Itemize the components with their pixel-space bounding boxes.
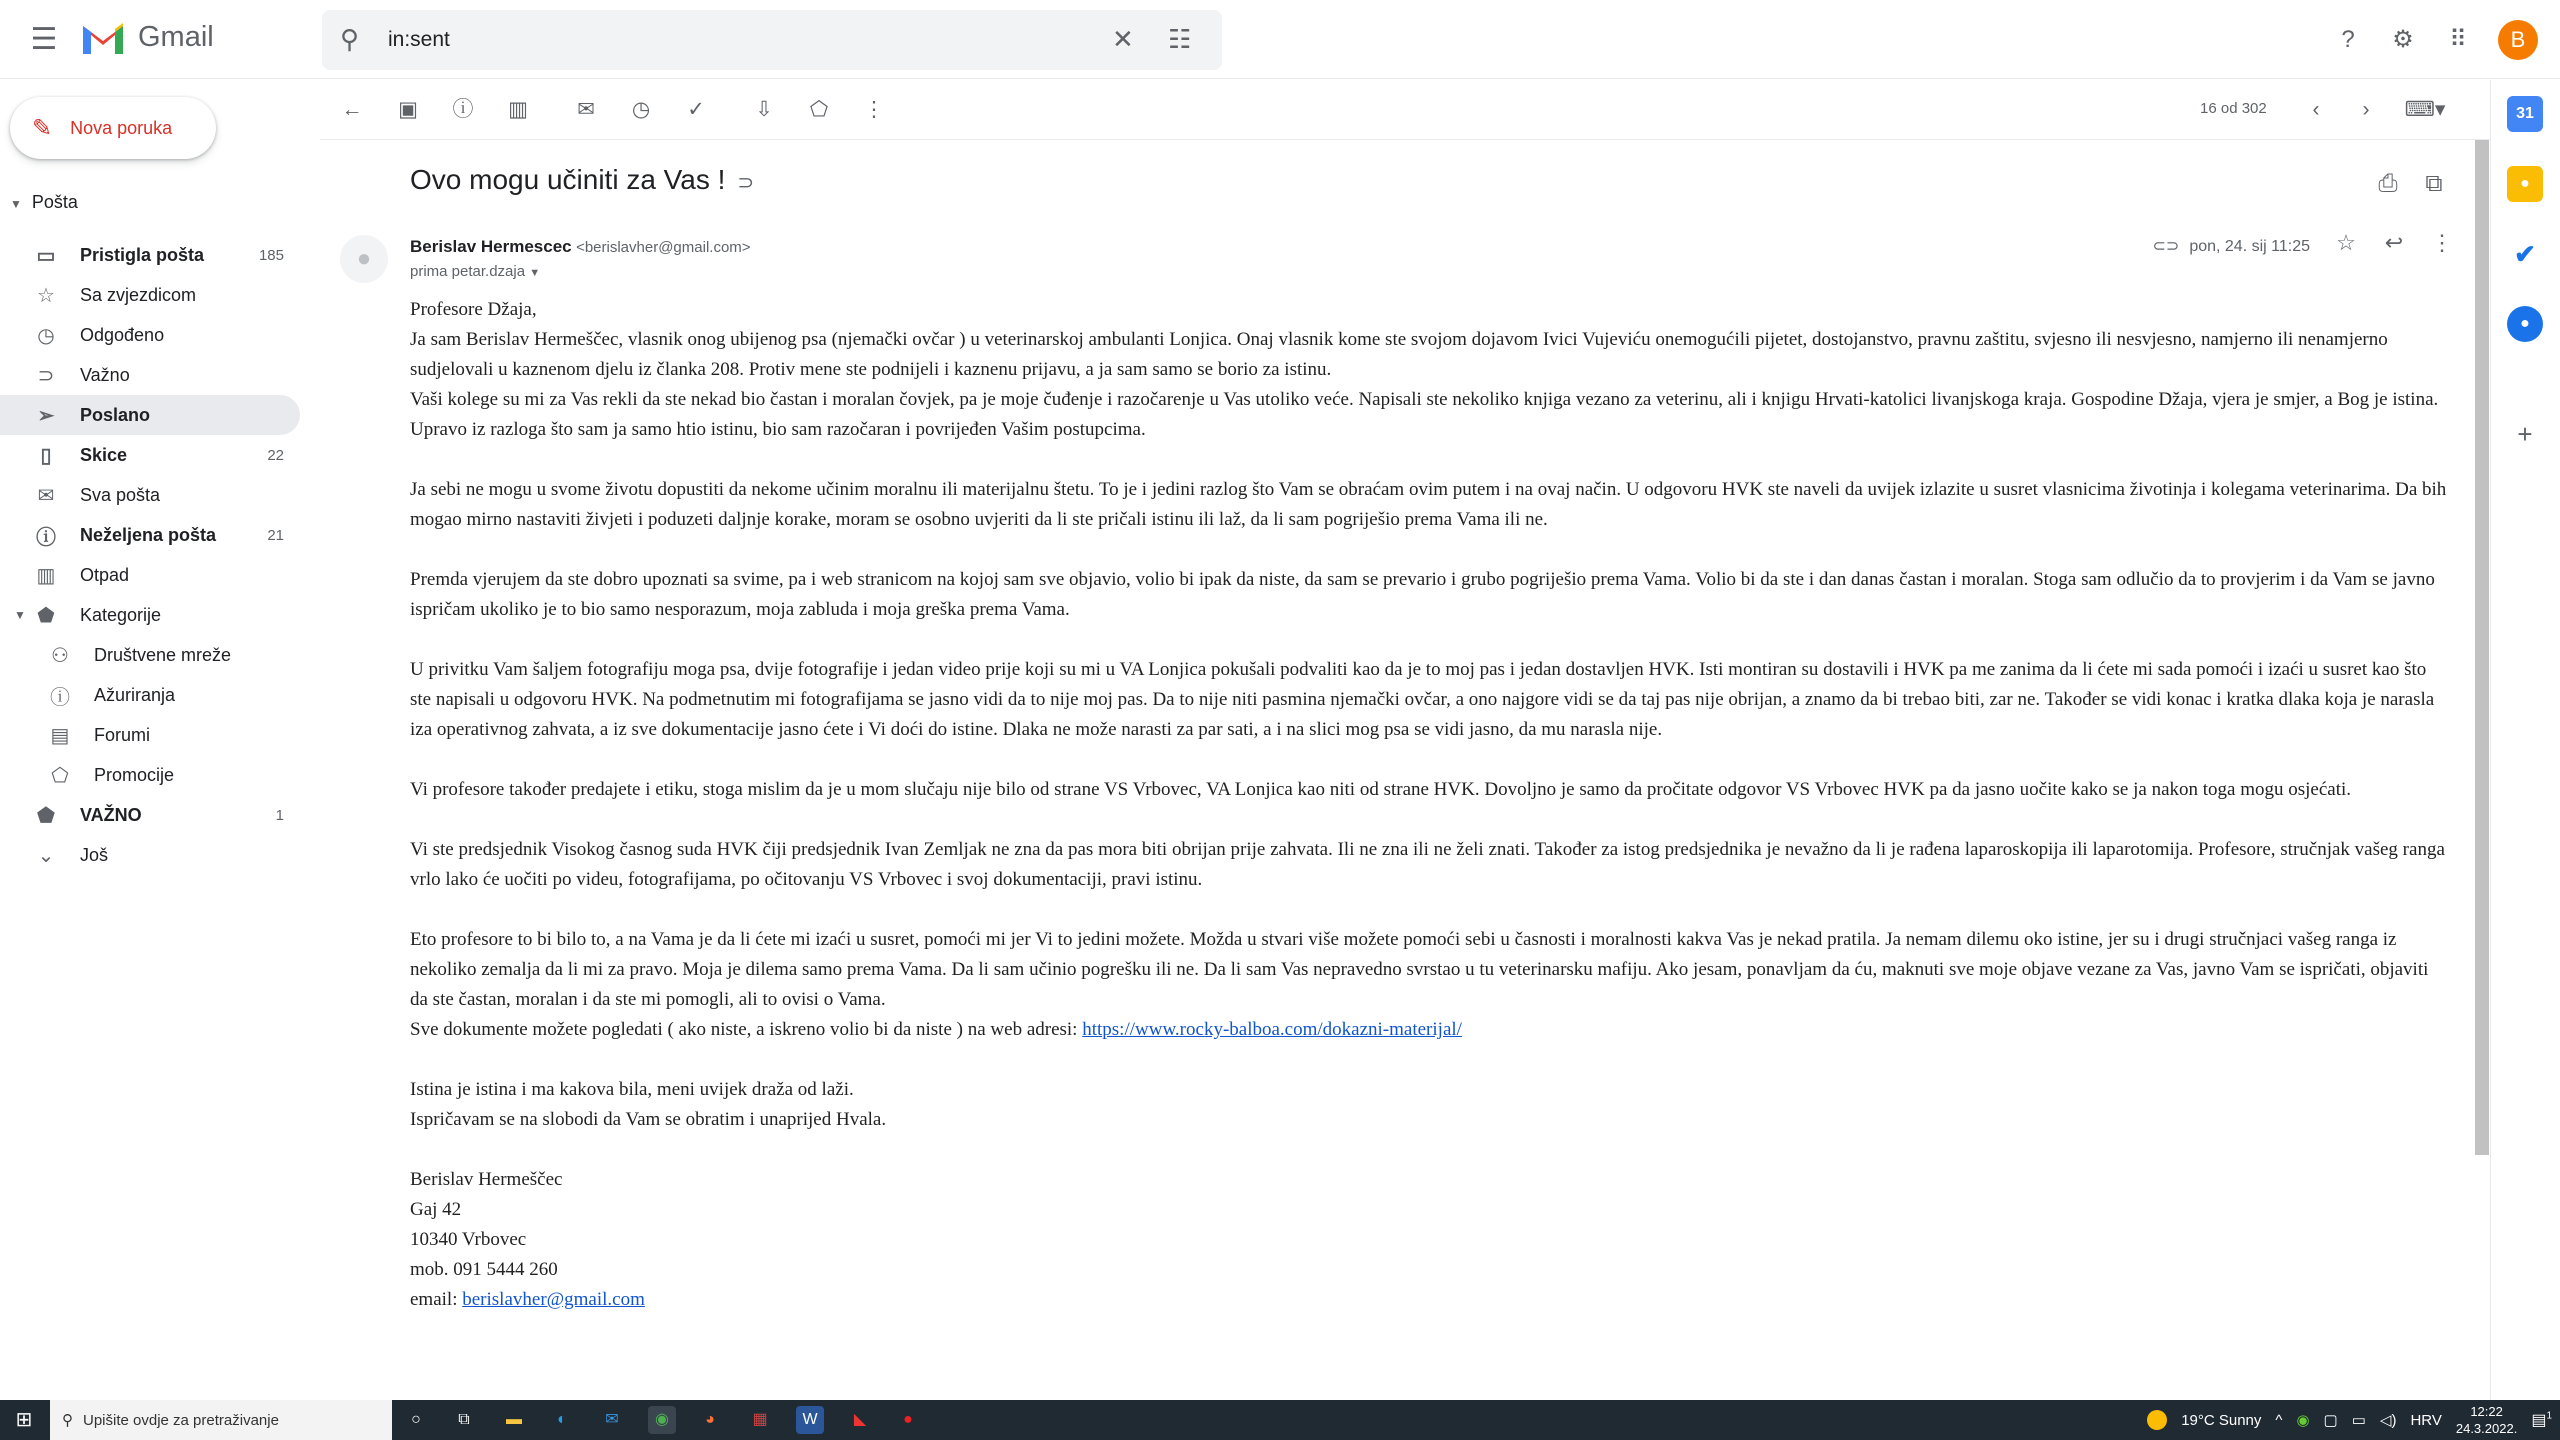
recipient[interactable]: prima petar.dzaja ▼	[410, 263, 541, 280]
file-explorer-icon[interactable]: ▬	[506, 1411, 522, 1428]
body-paragraph	[410, 655, 2450, 745]
body-line: Gaj 42	[410, 1199, 462, 1220]
calendar-icon[interactable]: 31	[2507, 96, 2543, 132]
star-icon[interactable]: ☆	[2336, 230, 2356, 255]
sidebar-item-promocije[interactable]: ⬠ Promocije	[0, 755, 300, 795]
sidebar-item-pristigla-pošta[interactable]: ▭ Pristigla pošta 185	[0, 235, 300, 275]
sidebar-item-otpad[interactable]: ▥ Otpad	[0, 555, 300, 595]
body-paragraph	[410, 775, 2450, 805]
firefox-icon[interactable]: ◕	[705, 1411, 715, 1428]
weather-sun-icon	[2147, 1410, 2167, 1430]
body-line: Vi profesore također predajete i etiku, stoga mislim da je u mom slučaju nije bilo od strane VS Vrbovec, VA Lonjica kao niti od strane HVK. Dovoljno je samo da pročitate odgovor VS Vrbovec HVK pa da jasno uočite kako se ja nakon toga mogu osjećati.	[410, 779, 2352, 800]
body-line: Istina je istina i ma kakova bila, meni uvijek draža od laži.	[410, 1079, 854, 1100]
prev-icon[interactable]: ‹	[2312, 98, 2320, 121]
keyboard-icon[interactable]: ⌨▾	[2404, 98, 2446, 121]
caret-down-icon: ▼	[14, 608, 26, 622]
nav-list	[0, 235, 300, 875]
body-line: Eto profesore to bi bilo to, a na Vama je da li ćete mi izaći u susret, pomoći mi jer Vi to jedini možete. Možda u stvari više možete pomoći sebi u časnosti i moralnosti kakva Vas je nekad pratila. Ja nemam dilemu oko istine, jer su i drugi stručnjaci vašeg ranga iz nekoliko zemalja da li mi za pravo. Moja je dilema samo prema Vama. Da li sam učinio pogrešku ili ne. Da li sam Vas nepravedno svrstao u tu veterinarsku mafiju. Ako jesam, ponavljam da ću, maknuti sve moje objave vezane za Vas, javno Vam se ispričati, objaviti da ste častan, moralan i da ste mi pomogli, ali to ovisi o Vama.	[410, 929, 2429, 1010]
sidebar-item-važno[interactable]: ⊃ Važno	[0, 355, 300, 395]
message-toolbar	[320, 80, 2490, 140]
section-mail[interactable]: ▼ Pošta	[10, 192, 78, 212]
status-indicator-icon[interactable]: ◉	[2296, 1412, 2310, 1429]
body-paragraph	[410, 1075, 2450, 1135]
people-icon: ⚇	[51, 644, 69, 667]
chevron-down-icon: ⌄	[37, 844, 55, 867]
sidebar-item-sva-pošta[interactable]: ✉ Sva pošta	[0, 475, 300, 515]
mark-unread-icon[interactable]: ✉	[577, 98, 595, 121]
label-icon: ⬟	[37, 604, 55, 627]
email-link[interactable]: berislavher@gmail.com	[462, 1289, 645, 1310]
body-line: 10340 Vrbovec	[410, 1229, 527, 1250]
print-icon[interactable]: ⎙	[2378, 170, 2398, 197]
search-options-icon[interactable]: ☷	[1168, 24, 1192, 54]
acrobat-icon[interactable]: ◣	[853, 1411, 867, 1428]
sidebar	[0, 80, 320, 1400]
edge-icon[interactable]: ◐	[557, 1411, 567, 1428]
search-bar	[322, 10, 1222, 70]
weather-text[interactable]: 19°C Sunny	[2181, 1411, 2262, 1429]
body-line: Ispričavam se na slobodi da Vam se obratim i unaprijed Hvala.	[410, 1109, 887, 1130]
chrome-icon[interactable]: ◉	[648, 1406, 676, 1434]
cortana-icon[interactable]: ○	[411, 1411, 421, 1428]
snooze-icon[interactable]: ◷	[631, 98, 651, 121]
sidebar-item-skice[interactable]: ▯ Skice 22	[0, 435, 300, 475]
tasks-icon[interactable]: ✔	[2514, 239, 2536, 269]
search-icon: ⚲	[62, 1412, 73, 1429]
sidebar-item-odgođeno[interactable]: ◷ Odgođeno	[0, 315, 300, 355]
body-line: Vaši kolege su mi za Vas rekli da ste nekad bio častan i moralan čovjek, pa je moje čuđenje i razočarenje u Vas utoliko veće. Napisali ste nekoliko knjiga vezano za veterinu, ali i knjigu Hrvati-katolici livanjskoga kraja. Gospodine Džaja, vjera je smjer, a Bog je istina.	[410, 389, 2439, 410]
windows-taskbar	[0, 1400, 2560, 1440]
contacts-icon[interactable]: ●	[2507, 306, 2543, 342]
pager-count: 16 od 302	[2200, 100, 2267, 117]
sidebar-item-još[interactable]: ⌄ Još	[0, 835, 300, 875]
forum-icon: ▤	[50, 724, 70, 747]
search-icon[interactable]: ⚲	[340, 24, 360, 54]
email-date: ⊂⊃ pon, 24. sij 11:25	[2152, 238, 2310, 255]
important-icon: ⊃	[37, 364, 55, 387]
docs-line: Sve dokumente možete pogledati ( ako niste, a iskreno volio bi da niste ) na web adresi: https://www.rocky-balboa.com/dokazni-materijal/	[410, 1019, 1462, 1040]
record-icon[interactable]: ●	[903, 1411, 913, 1428]
gmail-logo[interactable]: Gmail	[80, 20, 214, 54]
sidebar-item-važno[interactable]: ⬟ VAŽNO 1	[0, 795, 300, 835]
sidebar-item-sa-zvjezdicom[interactable]: ☆ Sa zvjezdicom	[0, 275, 300, 315]
caret-down-icon: ▼	[10, 197, 22, 211]
delete-icon[interactable]: ▥	[508, 98, 528, 121]
add-task-icon[interactable]: ✓	[687, 98, 705, 121]
star-icon: ☆	[37, 284, 55, 307]
sidebar-item-neželjena-pošta[interactable]: ⓘ Neželjena pošta 21	[0, 515, 300, 555]
body-paragraph	[410, 835, 2450, 895]
body-paragraph	[410, 475, 2450, 535]
sidebar-item-poslano[interactable]: ➢ Poslano	[0, 395, 300, 435]
archive-icon[interactable]: ▣	[398, 98, 418, 121]
open-new-window-icon[interactable]: ⧉	[2425, 170, 2443, 197]
scrollbar[interactable]	[2475, 140, 2489, 1155]
app-icon[interactable]: ▦	[752, 1411, 768, 1428]
email-line: email: berislavher@gmail.com	[410, 1289, 645, 1310]
body-paragraph	[410, 925, 2450, 1045]
sidebar-item-forumi[interactable]: ▤ Forumi	[0, 715, 300, 755]
label-icon[interactable]: ⬠	[809, 98, 829, 121]
settings-gear-icon[interactable]: ⚙	[2392, 26, 2414, 53]
draft-icon: ▯	[40, 444, 52, 467]
windows-start-icon[interactable]: ⊞	[15, 1409, 33, 1431]
pencil-icon: ✎	[32, 114, 53, 142]
body-line: Ja sebi ne mogu u svome životu dopustiti da nekome učinim moralnu ili materijalnu štetu. To je i jedini razlog što Vam se obraćam ovim putem i na ovaj način. U odgovoru HVK ste naveli da uvijek izlazite u susret vlasnicima životinja i kolegama veterinarima. Da bih mogao mirno nastaviti živjeti i poduzeti daljnje korake, moram se osobno uvjeriti da li ste pričali istinu ili laž, da li sam pogriješio prema Vama ili ne.	[410, 479, 2447, 530]
more-vert-icon[interactable]: ⋮	[863, 98, 885, 121]
body-line: Berislav Hermeščec	[410, 1169, 563, 1190]
main-menu-icon[interactable]: ☰	[30, 23, 58, 56]
side-panel	[2490, 80, 2560, 1400]
trash-icon: ▥	[36, 564, 56, 587]
body-line: mob. 091 5444 260	[410, 1259, 558, 1280]
body-line: Upravo iz razloga što sam ja samo htio istinu, bio sam razočaran i povrijeđen Vašim postupcima.	[410, 419, 1146, 440]
network-icon[interactable]: ▭	[2351, 1412, 2366, 1429]
mail-app-icon[interactable]: ✉	[605, 1411, 619, 1428]
avatar[interactable]: B	[2498, 20, 2538, 60]
system-tray	[2150, 1400, 2560, 1440]
sidebar-item-kategorije[interactable]: ▼ ⬟ Kategorije	[14, 604, 162, 627]
notification-icon[interactable]: ▤$^1$	[2531, 1410, 2552, 1429]
body-paragraph	[410, 565, 2450, 625]
message-view	[320, 80, 2490, 1400]
attachment-icon: ⊂⊃	[2152, 238, 2180, 255]
keep-icon[interactable]: ●	[2507, 166, 2543, 202]
important-marker-icon[interactable]: ⊃	[737, 172, 755, 194]
compose-button[interactable]: ✎ Nova poruka	[10, 97, 216, 159]
body-paragraph	[410, 1165, 2450, 1315]
body-line: Vi ste predsjednik Visokog časnog suda HVK čiji predsjednik Ivan Zemljak ne zna da pas mora biti obrijan prije zahvata. Ili ne zna ili ne želi znati. Također za istog predsjednika je nevažno da li je rađena laparoskopija ili laparotomija. Profesore, stručnjak vašeg ranga vrlo lako će uočiti po videu, fotografijama, po očitovanju VS Vrbovec i svoj dokumentaciji, pravi istinu.	[410, 839, 2445, 890]
top-bar	[0, 0, 2560, 79]
search-input[interactable]	[388, 22, 1088, 58]
volume-icon[interactable]: ◁)	[2379, 1412, 2397, 1429]
sender: Berislav Hermescec <berislavher@gmail.com>	[410, 237, 751, 256]
language-indicator[interactable]: HRV	[2410, 1411, 2442, 1429]
mail-icon: ✉	[37, 484, 55, 507]
email-subject: Ovo mogu učiniti za Vas ! ⊃	[410, 164, 755, 195]
report-spam-icon[interactable]: ⓘ	[452, 98, 474, 121]
sender-avatar: ●	[340, 235, 388, 283]
task-view-icon[interactable]: ⧉	[458, 1411, 470, 1428]
email-body	[410, 295, 2450, 1315]
body-line: U privitku Vam šaljem fotografiju moga psa, dvije fotografije i jedan video prije koji su mi u VA Lonjica pokušali podvaliti kao da je to moj pas i jedan dostavljen HVK. Isti montiran su dostavili i HVK pa me zanima da li ćete mi sada pomoći i izaći u susret kao što ste napisali u odgovoru HVK. Na podmetnutim mi fotografijama se jasno vidi da to nije moj pas. Da to nije niti pasmina njemački ovčar, a ono najgore vidi se da taj pas nije obrijan, a znamo da bi trebao biti, zar ne. Također se vidi konac i kratka dlaka koja je narasla iza operativnog zahvata, a iz sve dokumentacije jasno ćete i Vi doći do istine. Dlaka ne može narasti za par sati, a i na slici mog psa se vidi jasno, da mu narasla nije.	[410, 659, 2435, 740]
clear-search-icon[interactable]: ✕	[1112, 24, 1134, 54]
sidebar-item-društvene-mreže[interactable]: ⚇ Društvene mreže	[0, 635, 300, 675]
clock-icon: ◷	[37, 324, 55, 347]
next-icon[interactable]: ›	[2362, 98, 2370, 121]
sidebar-item-ažuriranja[interactable]: ⓘ Ažuriranja	[0, 675, 300, 715]
label-icon: ⬟	[37, 804, 55, 827]
reply-icon[interactable]: ↩	[2384, 230, 2404, 255]
body-line: Profesore Džaja,	[410, 299, 537, 320]
docs-link[interactable]: https://www.rocky-balboa.com/dokazni-materijal/	[1082, 1019, 1462, 1040]
apps-grid-icon[interactable]: ⠿	[2449, 26, 2467, 53]
more-options-icon[interactable]: ⋮	[2431, 230, 2453, 255]
inbox-icon: ▭	[36, 244, 56, 267]
taskbar-search[interactable]: ⚲ Upišite ovdje za pretraživanje	[50, 1400, 392, 1440]
back-arrow-icon[interactable]: ←	[341, 98, 363, 121]
send-icon: ➢	[37, 404, 55, 427]
move-to-icon[interactable]: ⇩	[755, 98, 773, 121]
word-icon[interactable]: W	[796, 1406, 824, 1434]
help-icon[interactable]: ?	[2341, 26, 2355, 53]
gmail-m-icon	[80, 20, 126, 54]
tag-icon: ⬠	[51, 764, 69, 787]
body-line: Ja sam Berislav Hermeščec, vlasnik onog ubijenog psa (njemački ovčar ) u veterinarskoj ambulanti Lonjica. Onaj vlasnik kome ste svojom dojavom Ivici Vujeviću onemogućili pijetet, dostojanstvo, pravnu zaštitu, svjesno ili nesvjesno, namjerno ili nenamjerno sudjelovali u kaznenom djelu iz članka 208. Protiv mene ste podnijeli i kaznenu prijavu, a ja sam samo se borio za istinu.	[410, 329, 2388, 380]
info-icon: ⓘ	[50, 686, 70, 709]
meet-now-icon[interactable]: ▢	[2323, 1412, 2338, 1429]
show-hidden-icons-icon[interactable]: ^	[2275, 1411, 2283, 1429]
body-paragraph	[410, 295, 2450, 445]
spam-icon: ⓘ	[36, 526, 56, 549]
body-line: Premda vjerujem da ste dobro upoznati sa svime, pa i web stranicom na kojoj sam sve objavio, volio bi ipak da niste, da sam se prevario i grubo pogriješio prema Vama. Volio bi da ste i dan danas častan i moralan. Stoga sam odlučio da to provjerim i da Vam se javno ispričam ukoliko je to bio samo nesporazum, moja zabluda i moja greška prema Vama.	[410, 569, 2435, 620]
dropdown-icon: ▼	[529, 267, 541, 279]
clock[interactable]: 12:22 24.3.2022.	[2455, 1404, 2518, 1436]
add-addon-icon[interactable]: +	[2517, 419, 2533, 449]
